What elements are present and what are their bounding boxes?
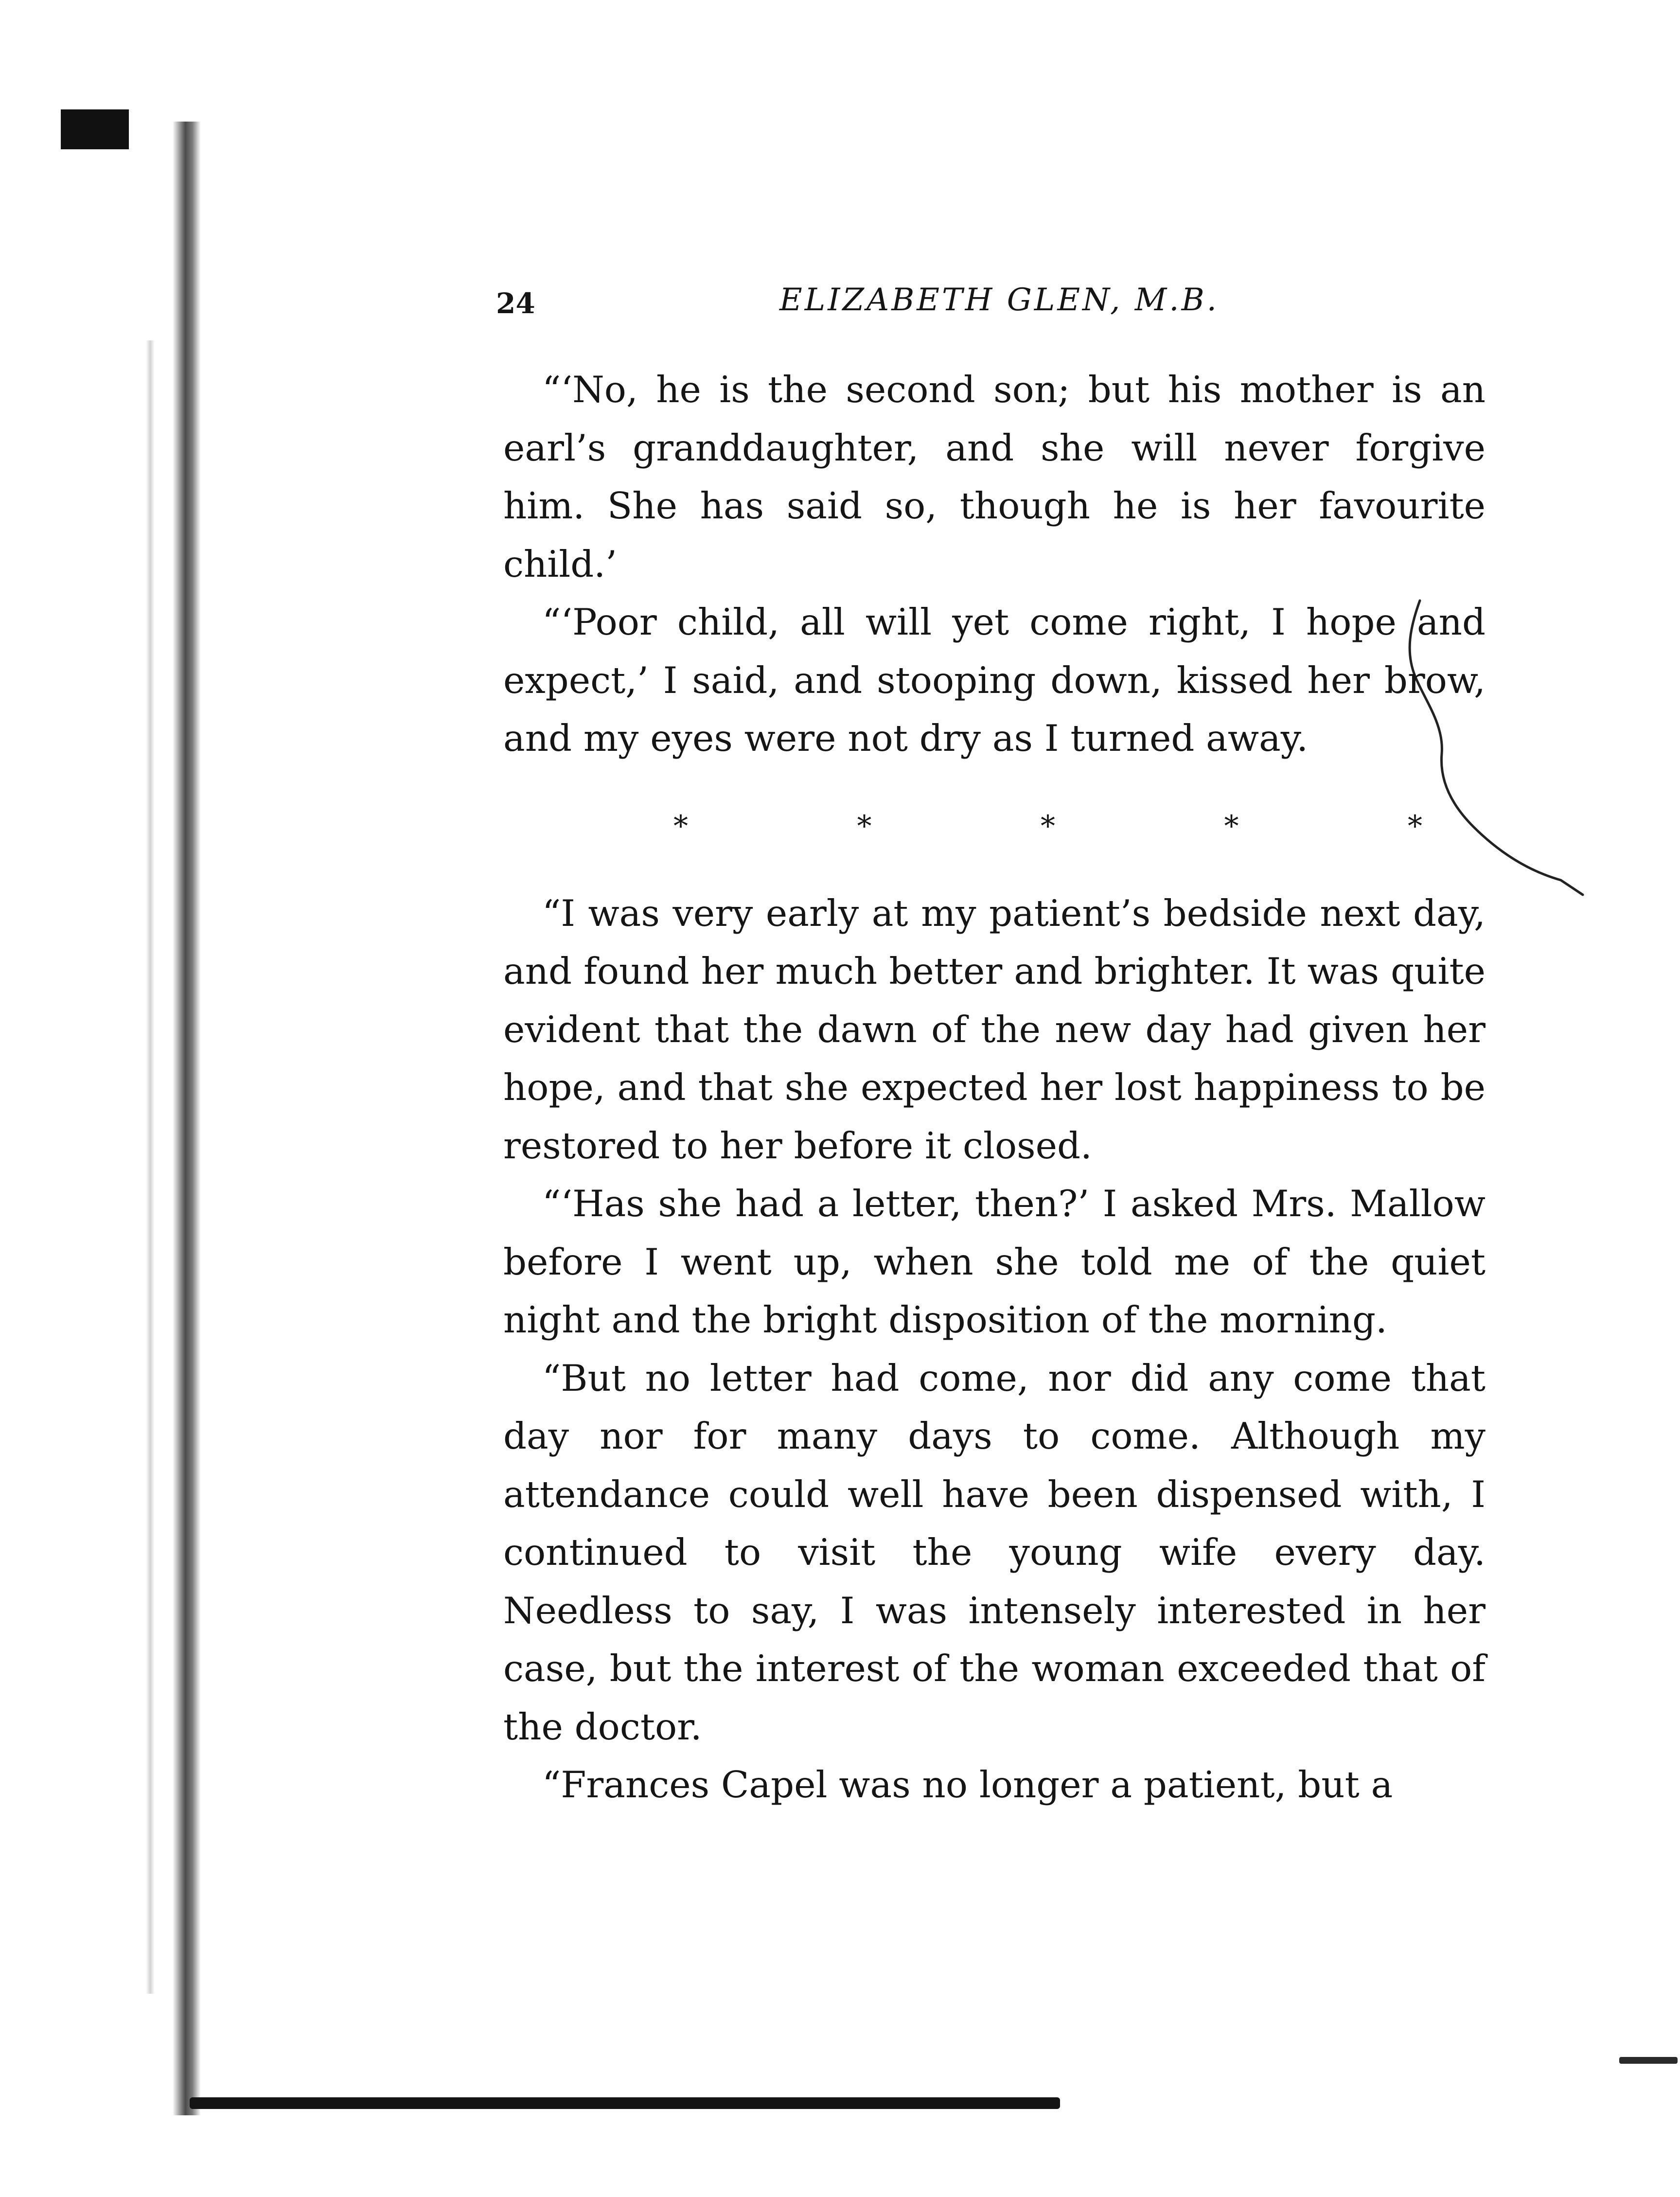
running-title: ELIZABETH GLEN, M.B. [779,282,1219,318]
section-break-star: * [857,809,872,843]
binding-shadow [173,122,201,2115]
edge-mark [1619,2057,1678,2064]
running-header [496,277,1503,336]
section-break [503,768,1485,885]
body-text [503,361,1485,1814]
section-break-star: * [1408,809,1422,843]
paragraph: “‘Poor child, all will yet come right, I hope and expect,’ I said, and stooping down, kissed her brow, and my eyes were not dry as I turned away. [503,601,1485,760]
binding-shadow-faint [146,340,155,1994]
page-number: 24 [496,287,535,320]
section-break-star: * [673,809,688,843]
scan-tab-mark [61,109,129,149]
paragraph: “‘Has she had a letter, then?’ I asked Mrs. Mallow before I went up, when she told me of the quiet night and the bright disposition of the morning. [503,1182,1485,1341]
paragraph: “I was very early at my patient’s bedside next day, and found her much better and brighter. It was quite evident that the dawn of the new day had given her hope, and that she expected her lost happiness to be restored to her before it closed. [503,891,1485,1167]
paragraph: “‘No, he is the second son; but his mother is an earl’s granddaughter, and she will never forgive him. She has said so, though he is her favourite child.’ [503,368,1485,585]
section-break-star: * [1224,809,1239,843]
paragraph: “Frances Capel was no longer a patient, but a [542,1763,1393,1806]
paragraph: “But no letter had come, nor did any come that day nor for many days to come. Although my attendance could well have been dispensed with, I continued to visit the young wife every day. Needless to say, I was intensely interested in her case, but the interest of the woman exceeded that of the doctor. [503,1356,1485,1748]
bottom-page-edge [190,2097,1060,2109]
section-break-star: * [1041,809,1055,843]
